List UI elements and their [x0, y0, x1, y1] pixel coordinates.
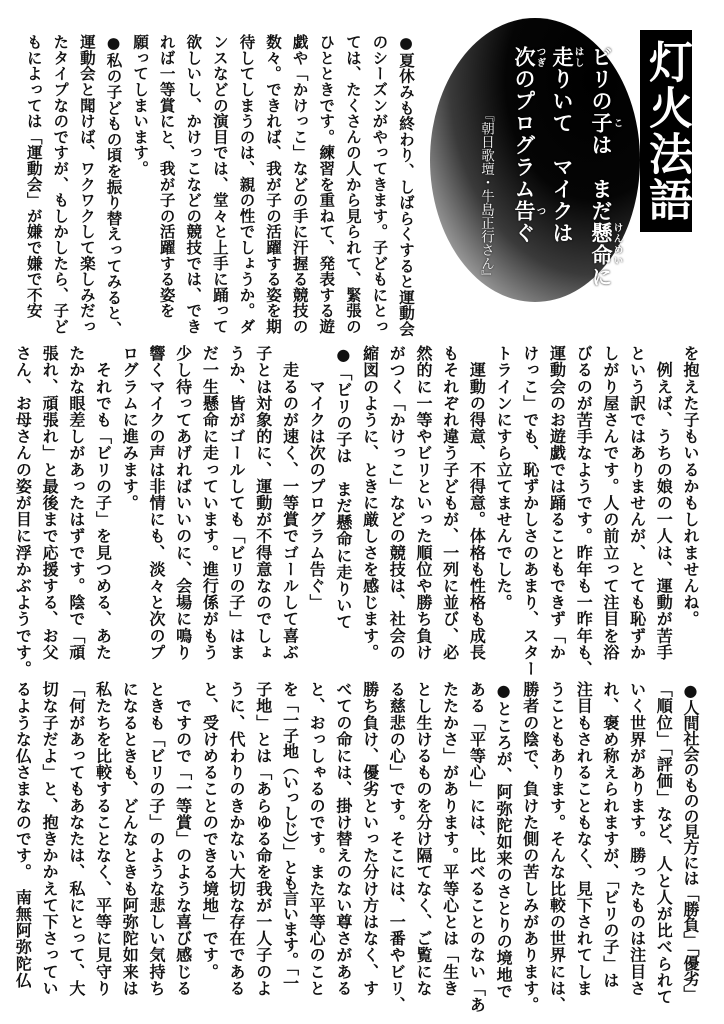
text-column: いく世界があります。勝ったものは注目さ: [627, 681, 647, 997]
ruby-base: 走: [550, 46, 574, 68]
poem-text: に: [589, 266, 613, 288]
text-column: ●私の子どもの頃を振り替えってみると、: [104, 34, 123, 337]
text-column: マイクは次のプログラム告ぐ」: [307, 345, 327, 611]
text-column: 私たちを比較することなく、平等に見守り: [93, 681, 113, 997]
ruby-base: 子: [589, 112, 613, 134]
title-box: [640, 30, 692, 232]
furigana: つ: [534, 200, 546, 222]
text-column: と、おっしゃるのです。また平等心のこと: [307, 681, 327, 997]
poem-ruby-word: [512, 200, 546, 222]
text-column: がつく「かけっこ」などの競技は、社会の: [387, 345, 407, 661]
text-column: 縮図のように、ときに厳しさを感じます。: [360, 345, 380, 661]
text-column: 「何があってもあなたは、私にとって、大: [66, 681, 86, 997]
text-column: たタイプなのですが、もしかしたら、子ど: [51, 34, 70, 335]
poem-text: ぐ: [512, 222, 536, 244]
poem-credit: 『朝日歌壇・牛島正行さん』: [478, 108, 494, 284]
poem-ruby-word: [589, 112, 623, 134]
text-column: とし生けるものを分け隔てなく、ご覧にな: [413, 681, 433, 997]
text-column: ンスなどの演目では、堂々と上手に踊って: [210, 34, 229, 335]
text-column: る慈悲の心」です。そこには、一番やビリ、: [387, 681, 407, 1013]
text-column: 切な子だよ」と、抱きかかえて下さってい: [40, 681, 60, 997]
text-column: 勝ち負け、優劣といった分け方はなく、す: [360, 681, 380, 997]
text-column: 欲しいし、かけっこなどの競技では、でき: [184, 34, 203, 335]
text-column: ときも「ビリの子」のような悲しい気持ち: [146, 681, 166, 997]
text-column: になるときも、どんなときも阿弥陀如来は: [120, 681, 140, 997]
ruby-base: 懸命: [589, 222, 613, 266]
poem-text: は まだ: [589, 134, 613, 222]
text-column: びるのが苦手なようです。昨年も一昨年も、: [574, 345, 594, 677]
text-column: 然的に一等やビリといった順位や勝ち負け: [413, 345, 433, 661]
text-column: さん、お母さんの姿が目に浮かぶようです。: [13, 345, 33, 677]
furigana: つぎ: [534, 46, 546, 68]
text-column: うに、代わりのきかない大切な存在である: [227, 681, 247, 997]
text-column: トラインにすら立てませんでした。: [494, 345, 514, 611]
furigana: こ: [611, 112, 623, 134]
text-column: ひとときです。練習を重ねて、発表する遊: [317, 34, 336, 335]
text-column: ログラムに進みます。: [120, 345, 140, 511]
text-column: ですので「一等賞」のような喜び感じる: [173, 681, 193, 997]
text-column: うこともあります。そんな比較の世界には、: [547, 681, 567, 1013]
text-column: 運動の得意、不得意。体格も性格も成長: [467, 345, 487, 661]
text-column: しがり屋さんです。人の前立って注目を浴: [600, 345, 620, 661]
article-section-3: [9, 681, 703, 1011]
article-section-1: [19, 34, 419, 339]
poem-ruby-word: [512, 46, 546, 68]
text-column: ●夏休みも終わり、しばらくすると運動会: [397, 34, 415, 337]
article-section-2: [9, 345, 703, 677]
text-column: けっこ」でも、恥ずかしさのあまり、スター: [520, 345, 540, 677]
text-column: 勝者の陰で、負けた側の苦しみがあります。: [520, 681, 540, 1013]
text-column: 運動会のお遊戯では踊ることもできず「か: [547, 345, 567, 661]
text-column: という訳ではありませんが、とても恥ずか: [627, 345, 647, 661]
text-column: 例えば、うちの娘の一人は、運動が苦手: [654, 345, 674, 661]
text-column: べての命には、掛け替えのない尊さがある: [333, 681, 353, 997]
poem-line-3: [512, 46, 545, 244]
text-column: るような仏さまなのです。 南無阿弥陀仏: [13, 681, 33, 989]
text-column: のシーズンがやってきます。子どもにとっ: [370, 34, 389, 335]
text-column: たかな眼差しがあったはずです。陰で「頑: [66, 345, 86, 661]
poem-text: りいて マイクは: [550, 68, 574, 244]
text-column: 子地」とは「あらゆる命を我が一人子のよ: [253, 681, 273, 997]
text-column: それでも「ビリの子」を見つめる、あた: [93, 345, 113, 661]
text-column: 少し待ってあげればいいのに、会場に鳴り: [173, 345, 193, 661]
text-column: を「一子地（いっしじ）」とも言います。「一: [280, 681, 300, 991]
poem-text: のプログラム: [512, 68, 536, 200]
text-column: もによっては「運動会」が嫌で嫌で不安: [24, 34, 43, 319]
text-column: 運動会と聞けば、ワクワクして楽しみだっ: [77, 34, 96, 335]
poem-line-1: [589, 46, 622, 288]
text-column: 戯や「かけっこ」などの手に汗握る競技の: [290, 34, 309, 335]
poem-ruby-word: [550, 46, 584, 68]
text-column: れ、褒め称えられますが、「ビリの子」は: [600, 681, 620, 989]
text-column: ●ところが、阿弥陀如来のさとりの境地で: [494, 681, 514, 1000]
text-column: もそれぞれ違う子どもが、一列に並び、必: [440, 345, 460, 661]
text-column: うか、皆がゴールしても「ビリの子」はま: [227, 345, 247, 661]
text-column: を抱えた子もいるかもしれませんね。: [681, 345, 700, 628]
page-title: 灯火法語: [641, 39, 692, 223]
ruby-base: 次: [512, 46, 536, 68]
poem-line-2: [550, 46, 583, 244]
text-column: 願ってしまいます。: [131, 34, 150, 177]
text-column: ある「平等心」には、比べることのない「あ: [467, 681, 487, 1013]
text-column: と、受けめることのできる境地」です。: [200, 681, 220, 980]
text-column: 子とは対象的に、運動が不得意なのでしょ: [253, 345, 273, 661]
ruby-base: 告: [512, 200, 536, 222]
poem-text: ビリの: [589, 46, 613, 112]
text-column: 響くマイクの声は非情にも、淡々と次のプ: [146, 345, 166, 661]
text-column: 注目もされることもなく、見下されてしま: [574, 681, 594, 997]
text-column: 走るのが速く、一等賞でゴールして喜ぶ: [280, 345, 300, 661]
furigana: はし: [572, 46, 584, 68]
poem-ruby-word: [589, 222, 623, 266]
text-column: ●「ビリの子は まだ懸命に走りいて: [333, 345, 353, 631]
text-column: 「順位」「評価」など、人と人が比べられて: [654, 681, 674, 1005]
text-column: ●人間社会のものの見方には「勝負」「優劣」: [681, 681, 700, 1002]
text-column: 数々。できれば、我が子の活躍する姿を期: [264, 34, 283, 335]
furigana: けんめい: [611, 222, 623, 266]
text-column: ては、たくさんの人から見られて、緊張の: [343, 34, 362, 335]
text-column: 張れ、頑張れ」と最後まで応援する、お父: [40, 345, 60, 661]
text-column: たたかさ」があります。平等心とは「生き: [440, 681, 460, 997]
text-column: 待してしまうのは、親の性でしょうか。ダ: [237, 34, 256, 335]
text-column: れば一等賞にと、我が子の活躍する姿を: [157, 34, 176, 319]
text-column: だ一生懸命に走っています。進行係がもう: [200, 345, 220, 661]
